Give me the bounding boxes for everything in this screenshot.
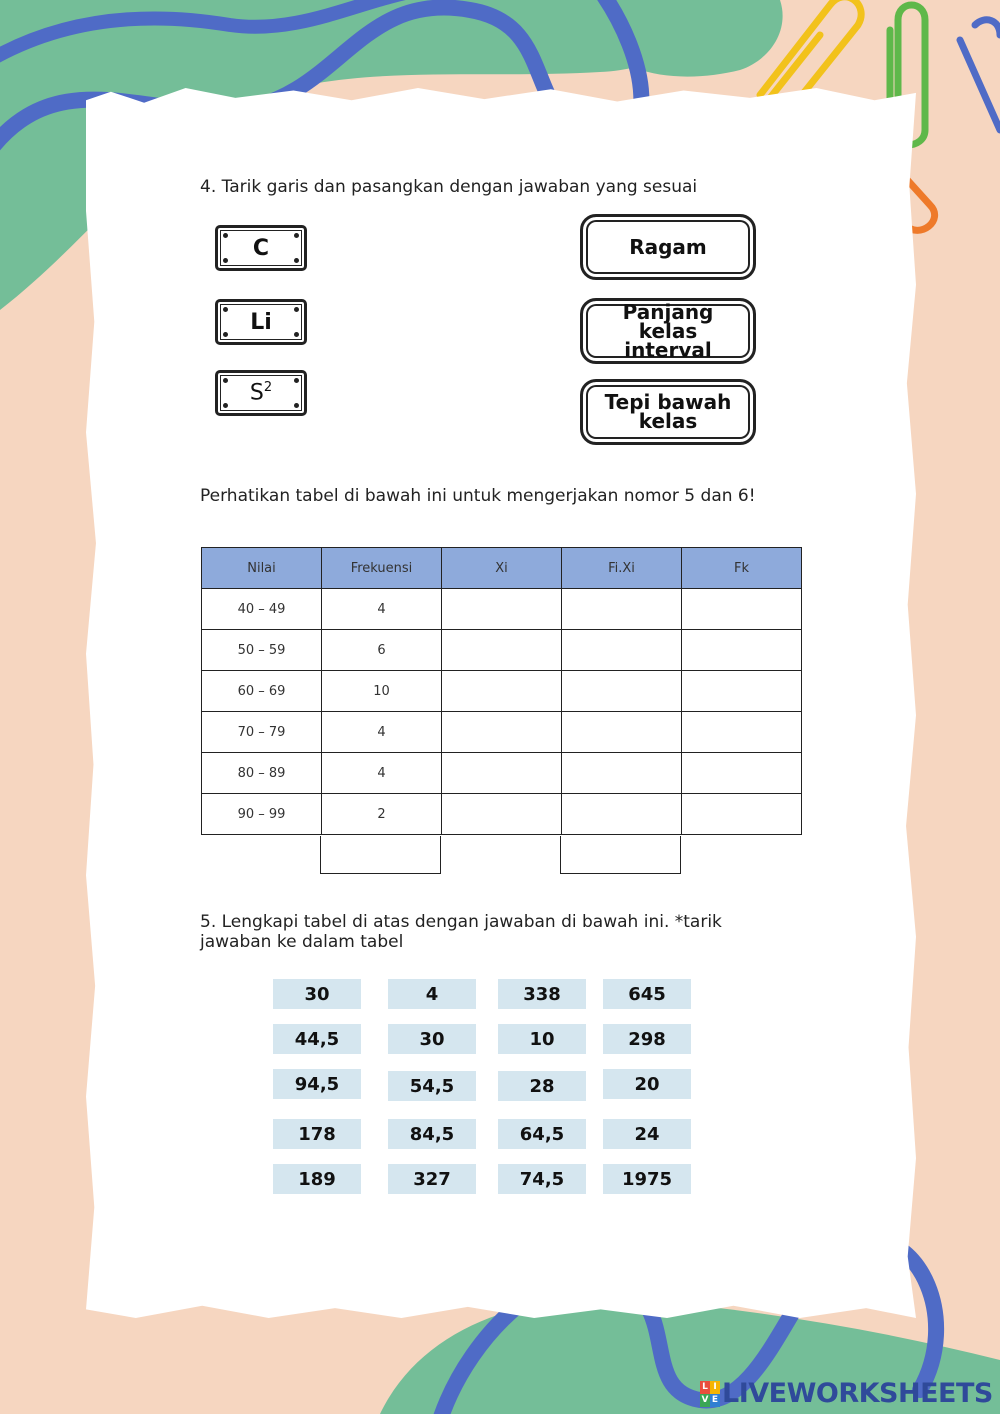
answer-tile[interactable]: 74,5 xyxy=(498,1164,586,1194)
cell-nilai: 70 – 79 xyxy=(202,712,322,753)
answer-tile[interactable]: 1975 xyxy=(603,1164,691,1194)
answer-tile[interactable]: 64,5 xyxy=(498,1119,586,1149)
table-instruction: Perhatikan tabel di bawah ini untuk mengerjakan nomor 5 dan 6! xyxy=(200,486,756,506)
answer-tile[interactable]: 298 xyxy=(603,1024,691,1054)
table-row xyxy=(202,794,802,835)
cell-nilai: 60 – 69 xyxy=(202,671,322,712)
answer-tile[interactable]: 28 xyxy=(498,1071,586,1101)
table-row xyxy=(202,671,802,712)
answer-tile[interactable]: 189 xyxy=(273,1164,361,1194)
cell-frekuensi: 10 xyxy=(322,671,442,712)
term-box-ragam[interactable] xyxy=(580,214,756,280)
table-row xyxy=(202,630,802,671)
term-box-tepi-bawah[interactable] xyxy=(580,379,756,445)
answer-tile[interactable]: 4 xyxy=(388,979,476,1009)
drop-cell-fk[interactable] xyxy=(682,630,802,671)
drop-cell-fk[interactable] xyxy=(682,794,802,835)
cell-nilai: 80 – 89 xyxy=(202,753,322,794)
drop-cell-fixi[interactable] xyxy=(562,630,682,671)
drop-cell-fk[interactable] xyxy=(682,671,802,712)
header-fk: Fk xyxy=(682,548,802,589)
term-label: Panjang kelas interval xyxy=(622,299,714,362)
answer-tile[interactable]: 338 xyxy=(498,979,586,1009)
term-box-panjang-kelas[interactable] xyxy=(580,298,756,364)
cell-nilai: 40 – 49 xyxy=(202,589,322,630)
cell-nilai: 50 – 59 xyxy=(202,630,322,671)
symbol-label: $S^2$ xyxy=(249,380,273,406)
drop-cell-total-fixi[interactable] xyxy=(560,836,681,874)
table-row xyxy=(202,589,802,630)
answer-tile[interactable]: 327 xyxy=(388,1164,476,1194)
cell-frekuensi: 6 xyxy=(322,630,442,671)
watermark-text: LIVEWORKSHEETS xyxy=(722,1378,993,1409)
cell-frekuensi: 4 xyxy=(322,712,442,753)
symbol-box-li[interactable] xyxy=(215,299,307,345)
header-xi: Xi xyxy=(442,548,562,589)
drop-cell-fk[interactable] xyxy=(682,753,802,794)
symbol-label: C xyxy=(252,235,270,261)
answer-tile[interactable]: 20 xyxy=(603,1069,691,1099)
drop-cell-xi[interactable] xyxy=(442,630,562,671)
frequency-table xyxy=(201,547,802,835)
answer-tile[interactable]: 178 xyxy=(273,1119,361,1149)
liveworksheets-watermark xyxy=(700,1378,993,1409)
drop-cell-total-frekuensi[interactable] xyxy=(320,836,441,874)
drop-cell-fixi[interactable] xyxy=(562,753,682,794)
drop-cell-xi[interactable] xyxy=(442,589,562,630)
answer-tile[interactable]: 94,5 xyxy=(273,1069,361,1099)
drop-cell-fixi[interactable] xyxy=(562,589,682,630)
drop-cell-fk[interactable] xyxy=(682,712,802,753)
term-label: Ragam xyxy=(629,234,707,259)
answer-tile[interactable]: 645 xyxy=(603,979,691,1009)
answer-tile[interactable]: 54,5 xyxy=(388,1071,476,1101)
drop-cell-fk[interactable] xyxy=(682,589,802,630)
drop-cell-fixi[interactable] xyxy=(562,671,682,712)
drop-cell-fixi[interactable] xyxy=(562,794,682,835)
cell-frekuensi: 4 xyxy=(322,589,442,630)
drop-cell-xi[interactable] xyxy=(442,671,562,712)
answer-tile[interactable]: 30 xyxy=(388,1024,476,1054)
header-nilai: Nilai xyxy=(202,548,322,589)
header-fixi: Fi.Xi xyxy=(562,548,682,589)
symbol-label: Li xyxy=(250,309,272,335)
cell-frekuensi: 4 xyxy=(322,753,442,794)
answer-tile[interactable]: 24 xyxy=(603,1119,691,1149)
answer-tile[interactable]: 10 xyxy=(498,1024,586,1054)
drop-cell-xi[interactable] xyxy=(442,794,562,835)
symbol-box-c[interactable] xyxy=(215,225,307,271)
table-row xyxy=(202,753,802,794)
symbol-box-s-squared[interactable] xyxy=(215,370,307,416)
question-5-title: 5. Lengkapi tabel di atas dengan jawaban di bawah ini. *tarik jawaban ke dalam tabel xyxy=(200,912,722,952)
table-header-row xyxy=(202,548,802,589)
drop-cell-xi[interactable] xyxy=(442,712,562,753)
drop-cell-fixi[interactable] xyxy=(562,712,682,753)
answer-tile[interactable]: 84,5 xyxy=(388,1119,476,1149)
cell-frekuensi: 2 xyxy=(322,794,442,835)
liveworksheets-logo-icon: L I V E xyxy=(701,1382,719,1405)
question-4-title: 4. Tarik garis dan pasangkan dengan jawaban yang sesuai xyxy=(200,177,698,197)
answer-tile[interactable]: 44,5 xyxy=(273,1024,361,1054)
header-frekuensi: Frekuensi xyxy=(322,548,442,589)
term-label: Tepi bawah kelas xyxy=(604,390,732,433)
paperclip-blue-icon xyxy=(960,20,1000,130)
cell-nilai: 90 – 99 xyxy=(202,794,322,835)
drop-cell-xi[interactable] xyxy=(442,753,562,794)
table-row xyxy=(202,712,802,753)
answer-tile[interactable]: 30 xyxy=(273,979,361,1009)
